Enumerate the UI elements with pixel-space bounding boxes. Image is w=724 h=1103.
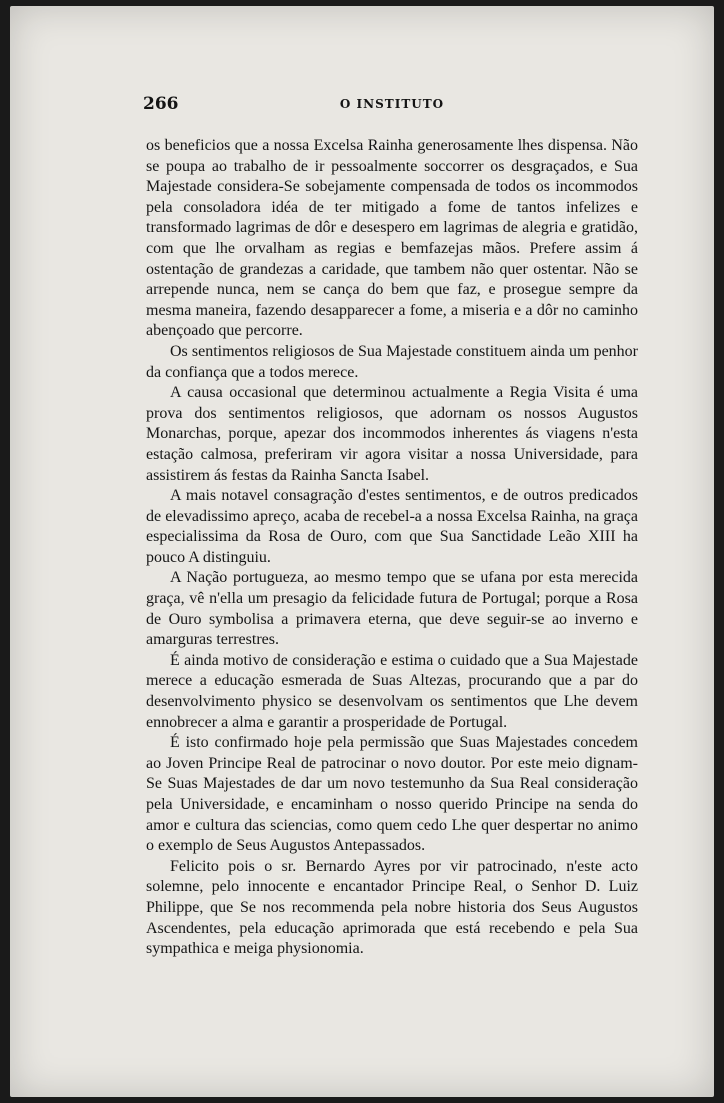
running-title: O INSTITUTO (339, 97, 445, 111)
page-header (143, 94, 641, 116)
paragraph-4: A mais notavel consagração d'estes sentimentos, e de outros predicados de elevadissimo apreço, acaba de recebel-a a nossa Excelsa Rainha, na graça especialissima da Rosa de Ouro, com que Sua Sanctidade Leão XIII ha pouco A distinguiu. (146, 487, 638, 566)
paragraph-8: Felicito pois o sr. Bernardo Ayres por vir patrocinado, n'este acto solemne, pelo innocente e encantador Principe Real, o Senhor D. Luiz Philippe, que Se nos recommenda pela nobre historia dos Seus Augustos Ascendentes, pela educação aprimorada que está recebendo e pela Sua sympathica e meiga physionomia. (146, 857, 638, 958)
paragraph-7: É isto confirmado hoje pela permissão que Suas Majestades concedem ao Joven Principe Real de patrocinar o novo doutor. Por este meio dignam-Se Suas Majestades de dar um novo testemunho da Sua Real consideração pela Universidade, e encaminham o nosso querido Principe na senda do amor e cultura das sciencias, como quem cedo Lhe quer despertar no animo o exemplo de Seus Augustos Antepassados. (146, 734, 638, 855)
paragraph-2: Os sentimentos religiosos de Sua Majestade constituem ainda um penhor da confiança que a todos merece. (146, 342, 638, 381)
paragraph-6: É ainda motivo de consideração e estima o cuidado que a Sua Majestade merece a educação esmerada de Suas Altezas, procurando que a par do desenvolvimento physico se desenvolvam os sentimentos que Lhe devem ennobrecer a alma e garantir a prosperidade de Portugal. (146, 651, 638, 731)
book-page (10, 6, 714, 1097)
paragraph-1: os beneficios que a nossa Excelsa Rainha generosamente lhes dispensa. Não se poupa ao trabalho de ir pessoalmente soccorrer os desgraçados, e Sua Majestade considera-Se sobejamente compensada de todos os incommodos pela consoladora idéa de ter mitigado a fome de tantos infelizes e transformado lagrimas de dôr e desespero em lagrimas de alegria e gratidão, com que lhe orvalham as regias e bemfazejas mãos. Prefere assim á ostentação de grandezas a caridade, que tambem não quer ostentar. Não se arrepende nunca, nem se cança do bem que faz, e prosegue sempre da mesma maneira, fazendo desapparecer a fome, a miseria e a dôr no caminho abençoado que percorre. (146, 137, 638, 340)
paragraph-5: A Nação portugueza, ao mesmo tempo que se ufana por esta merecida graça, vê n'ella um presagio da felicidade futura de Portugal; porque a Rosa de Ouro symbolisa a primavera eterna, que deve seguir-se ao inverno e amarguras terrestres. (146, 569, 638, 649)
paragraph-3: A causa occasional que determinou actualmente a Regia Visita é uma prova dos sentimentos religiosos, que adornam os nossos Augustos Monarchas, porque, apezar dos incommodos inherentes ás viagens n'esta estação calmosa, preferiram vir agora visitar a nossa Universidade, para assistirem ás festas da Rainha Sancta Isabel. (146, 384, 638, 484)
body-text (146, 136, 638, 960)
page-number: 266 (143, 94, 179, 114)
